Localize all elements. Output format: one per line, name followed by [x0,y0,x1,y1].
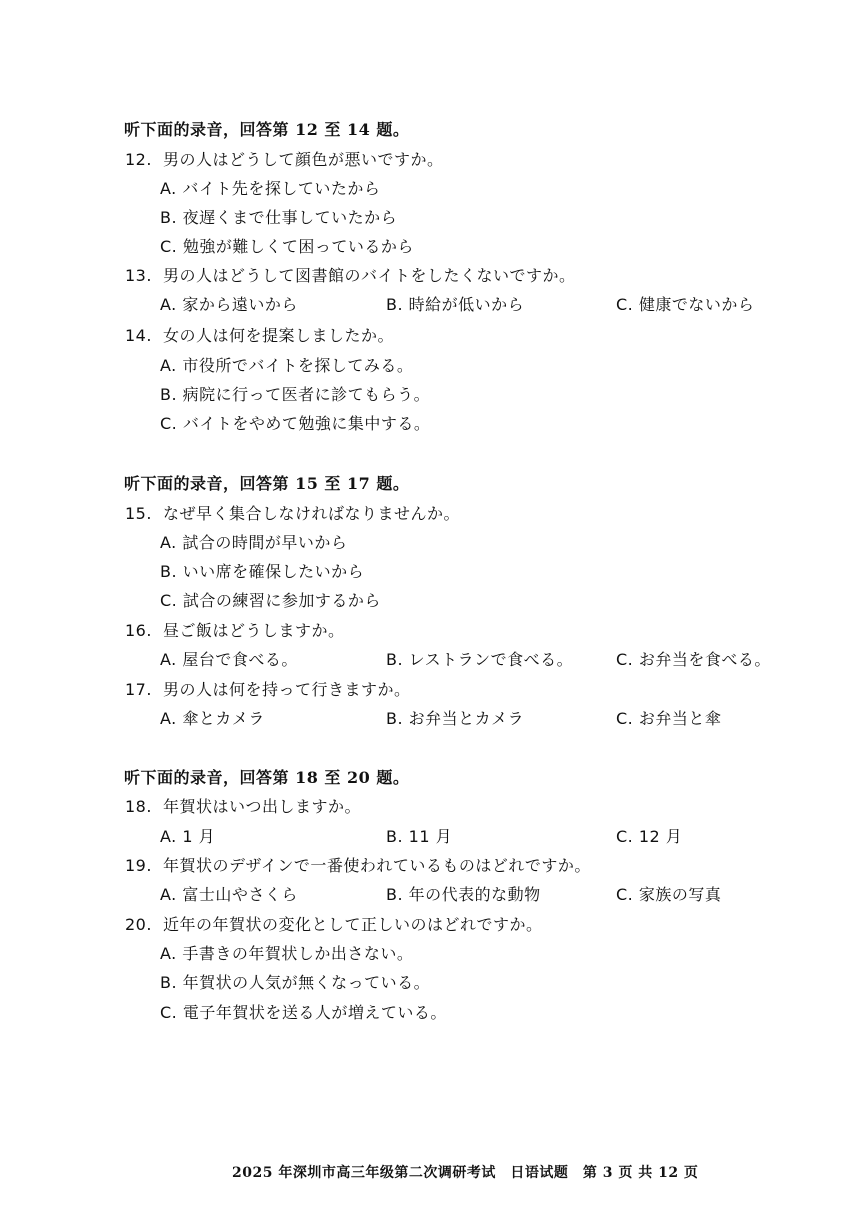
option-a: A. 富士山やさくら [160,885,298,904]
option-a: A. 手書きの年賀状しか出さない。 [160,944,414,963]
option-b: B. レストランで食べる。 [386,650,574,669]
question-number: 13. [125,266,152,285]
option-b: B. 病院に行って医者に診てもらう。 [160,385,431,404]
option-b: B. 夜遅くまで仕事していたから [160,208,398,227]
question-text: 男の人は何を持って行きますか。 [163,680,411,699]
option-c: C. 12 月 [616,827,683,846]
option-b: B. 時給が低いから [386,295,525,314]
question-number: 12. [125,150,152,169]
option-b: B. 11 月 [386,827,453,846]
option-a: A. 1 月 [160,827,216,846]
option-a: A. 家から遠いから [160,295,298,314]
question-text: 昼ご飯はどうしますか。 [163,621,345,640]
question-number: 14. [125,326,152,345]
section-intro: 听下面的录音，回答第 15 至 17 题。 [124,474,410,493]
question-number: 20. [125,915,152,934]
option-b: B. 年賀状の人気が無くなっている。 [160,973,431,992]
option-c: C. お弁当と傘 [616,709,722,728]
question-number: 15. [125,504,152,523]
option-c: C. お弁当を食べる。 [616,650,771,669]
option-c: C. 家族の写真 [616,885,722,904]
page-footer: 2025 年深圳市高三年级第二次调研考试 日语试题 第 3 页 共 12 页 [232,1165,699,1181]
question-number: 16. [125,621,152,640]
option-a: A. バイト先を探していたから [160,179,381,198]
option-a: A. 屋台で食べる。 [160,650,298,669]
question-text: 男の人はどうして図書館のバイトをしたくないですか。 [163,266,576,285]
option-a: A. 試合の時間が早いから [160,533,348,552]
question-text: 年賀状のデザインで一番使われているものはどれですか。 [163,856,591,875]
question-text: 女の人は何を提案しましたか。 [163,326,395,345]
option-b: B. 年の代表的な動物 [386,885,541,904]
question-number: 17. [125,680,152,699]
question-text: なぜ早く集合しなければなりませんか。 [163,504,461,523]
option-b: B. いい席を確保したいから [160,562,365,581]
option-c: C. 健康でないから [616,295,755,314]
option-c: C. 電子年賀状を送る人が増えている。 [160,1003,447,1022]
question-number: 18. [125,797,152,816]
option-a: A. 市役所でバイトを探してみる。 [160,356,414,375]
question-text: 近年の年賀状の変化として正しいのはどれですか。 [163,915,543,934]
option-c: C. 勉強が難しくて困っているから [160,237,414,256]
question-number: 19. [125,856,152,875]
option-c: C. 試合の練習に参加するから [160,591,381,610]
question-text: 年賀状はいつ出しますか。 [163,797,362,816]
option-a: A. 傘とカメラ [160,709,265,728]
option-b: B. お弁当とカメラ [386,709,525,728]
option-c: C. バイトをやめて勉強に集中する。 [160,414,431,433]
section-intro: 听下面的录音，回答第 12 至 14 题。 [124,120,410,139]
question-text: 男の人はどうして顔色が悪いですか。 [163,150,444,169]
section-intro: 听下面的录音，回答第 18 至 20 题。 [124,768,410,787]
